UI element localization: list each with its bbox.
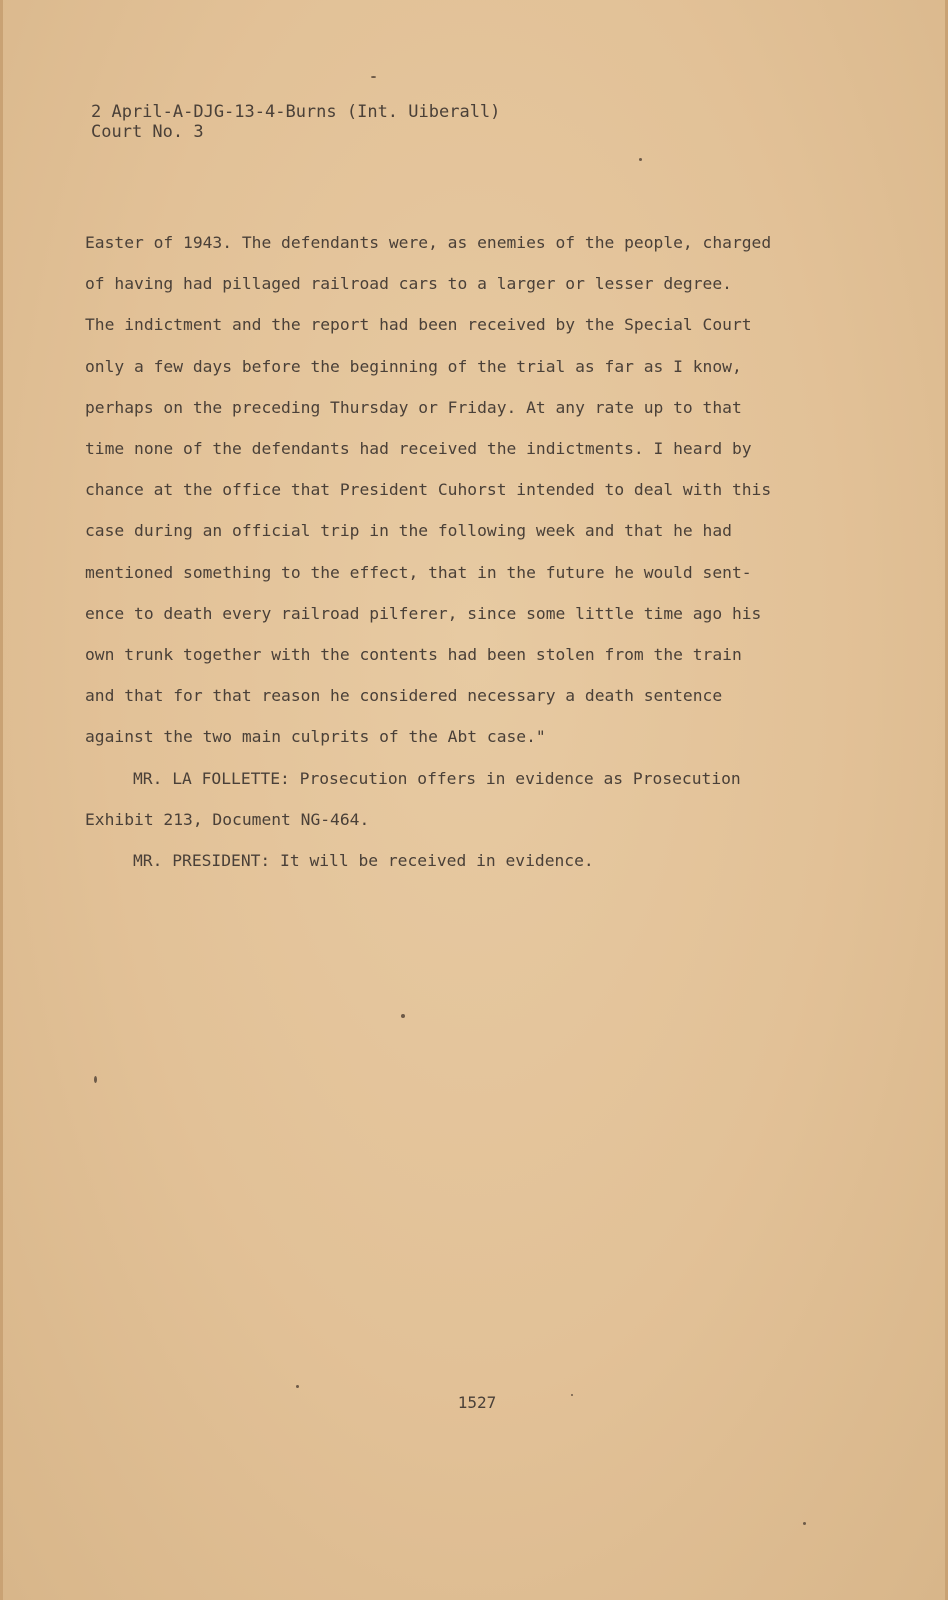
paper-speck <box>571 1394 573 1396</box>
transcript-body <box>85 222 825 881</box>
body-line: own trunk together with the contents had been stolen from the train <box>85 645 742 665</box>
paper-speck <box>371 76 376 78</box>
body-line: mentioned something to the effect, that in the future he would sent- <box>85 562 752 582</box>
header-court-line: Court No. 3 <box>91 122 204 142</box>
body-line: against the two main culprits of the Abt case." <box>85 727 546 747</box>
body-line: chance at the office that President Cuhorst intended to deal with this <box>85 480 772 500</box>
page-number: 1527 <box>457 1393 497 1412</box>
president-statement: MR. PRESIDENT: It will be received in evidence. <box>133 851 594 871</box>
header-reference-line: 2 April-A-DJG-13-4-Burns (Int. Uiberall) <box>91 102 501 122</box>
body-line: ence to death every railroad pilferer, since some little time ago his <box>85 603 762 623</box>
body-line: only a few days before the beginning of the trial as far as I know, <box>85 356 742 376</box>
body-line: case during an official trip in the following week and that he had <box>85 521 732 541</box>
la-follette-statement: MR. LA FOLLETTE: Prosecution offers in evidence as Prosecution <box>133 768 741 788</box>
paper-speck <box>639 158 642 161</box>
paper-speck <box>803 1522 806 1525</box>
body-line: of having had pillaged railroad cars to a larger or lesser degree. <box>85 274 732 294</box>
body-line: perhaps on the preceding Thursday or Friday. At any rate up to that <box>85 397 742 417</box>
paper-speck <box>94 1076 97 1083</box>
la-follette-statement-continued: Exhibit 213, Document NG-464. <box>85 809 370 829</box>
paper-speck <box>401 1014 405 1018</box>
body-line: and that for that reason he considered necessary a death sentence <box>85 686 723 706</box>
body-line: time none of the defendants had received the indictments. I heard by <box>85 439 752 459</box>
paper-speck <box>296 1385 299 1388</box>
document-header <box>91 102 500 142</box>
body-line: Easter of 1943. The defendants were, as enemies of the people, charged <box>85 233 772 252</box>
body-line: The indictment and the report had been received by the Special Court <box>85 315 752 335</box>
